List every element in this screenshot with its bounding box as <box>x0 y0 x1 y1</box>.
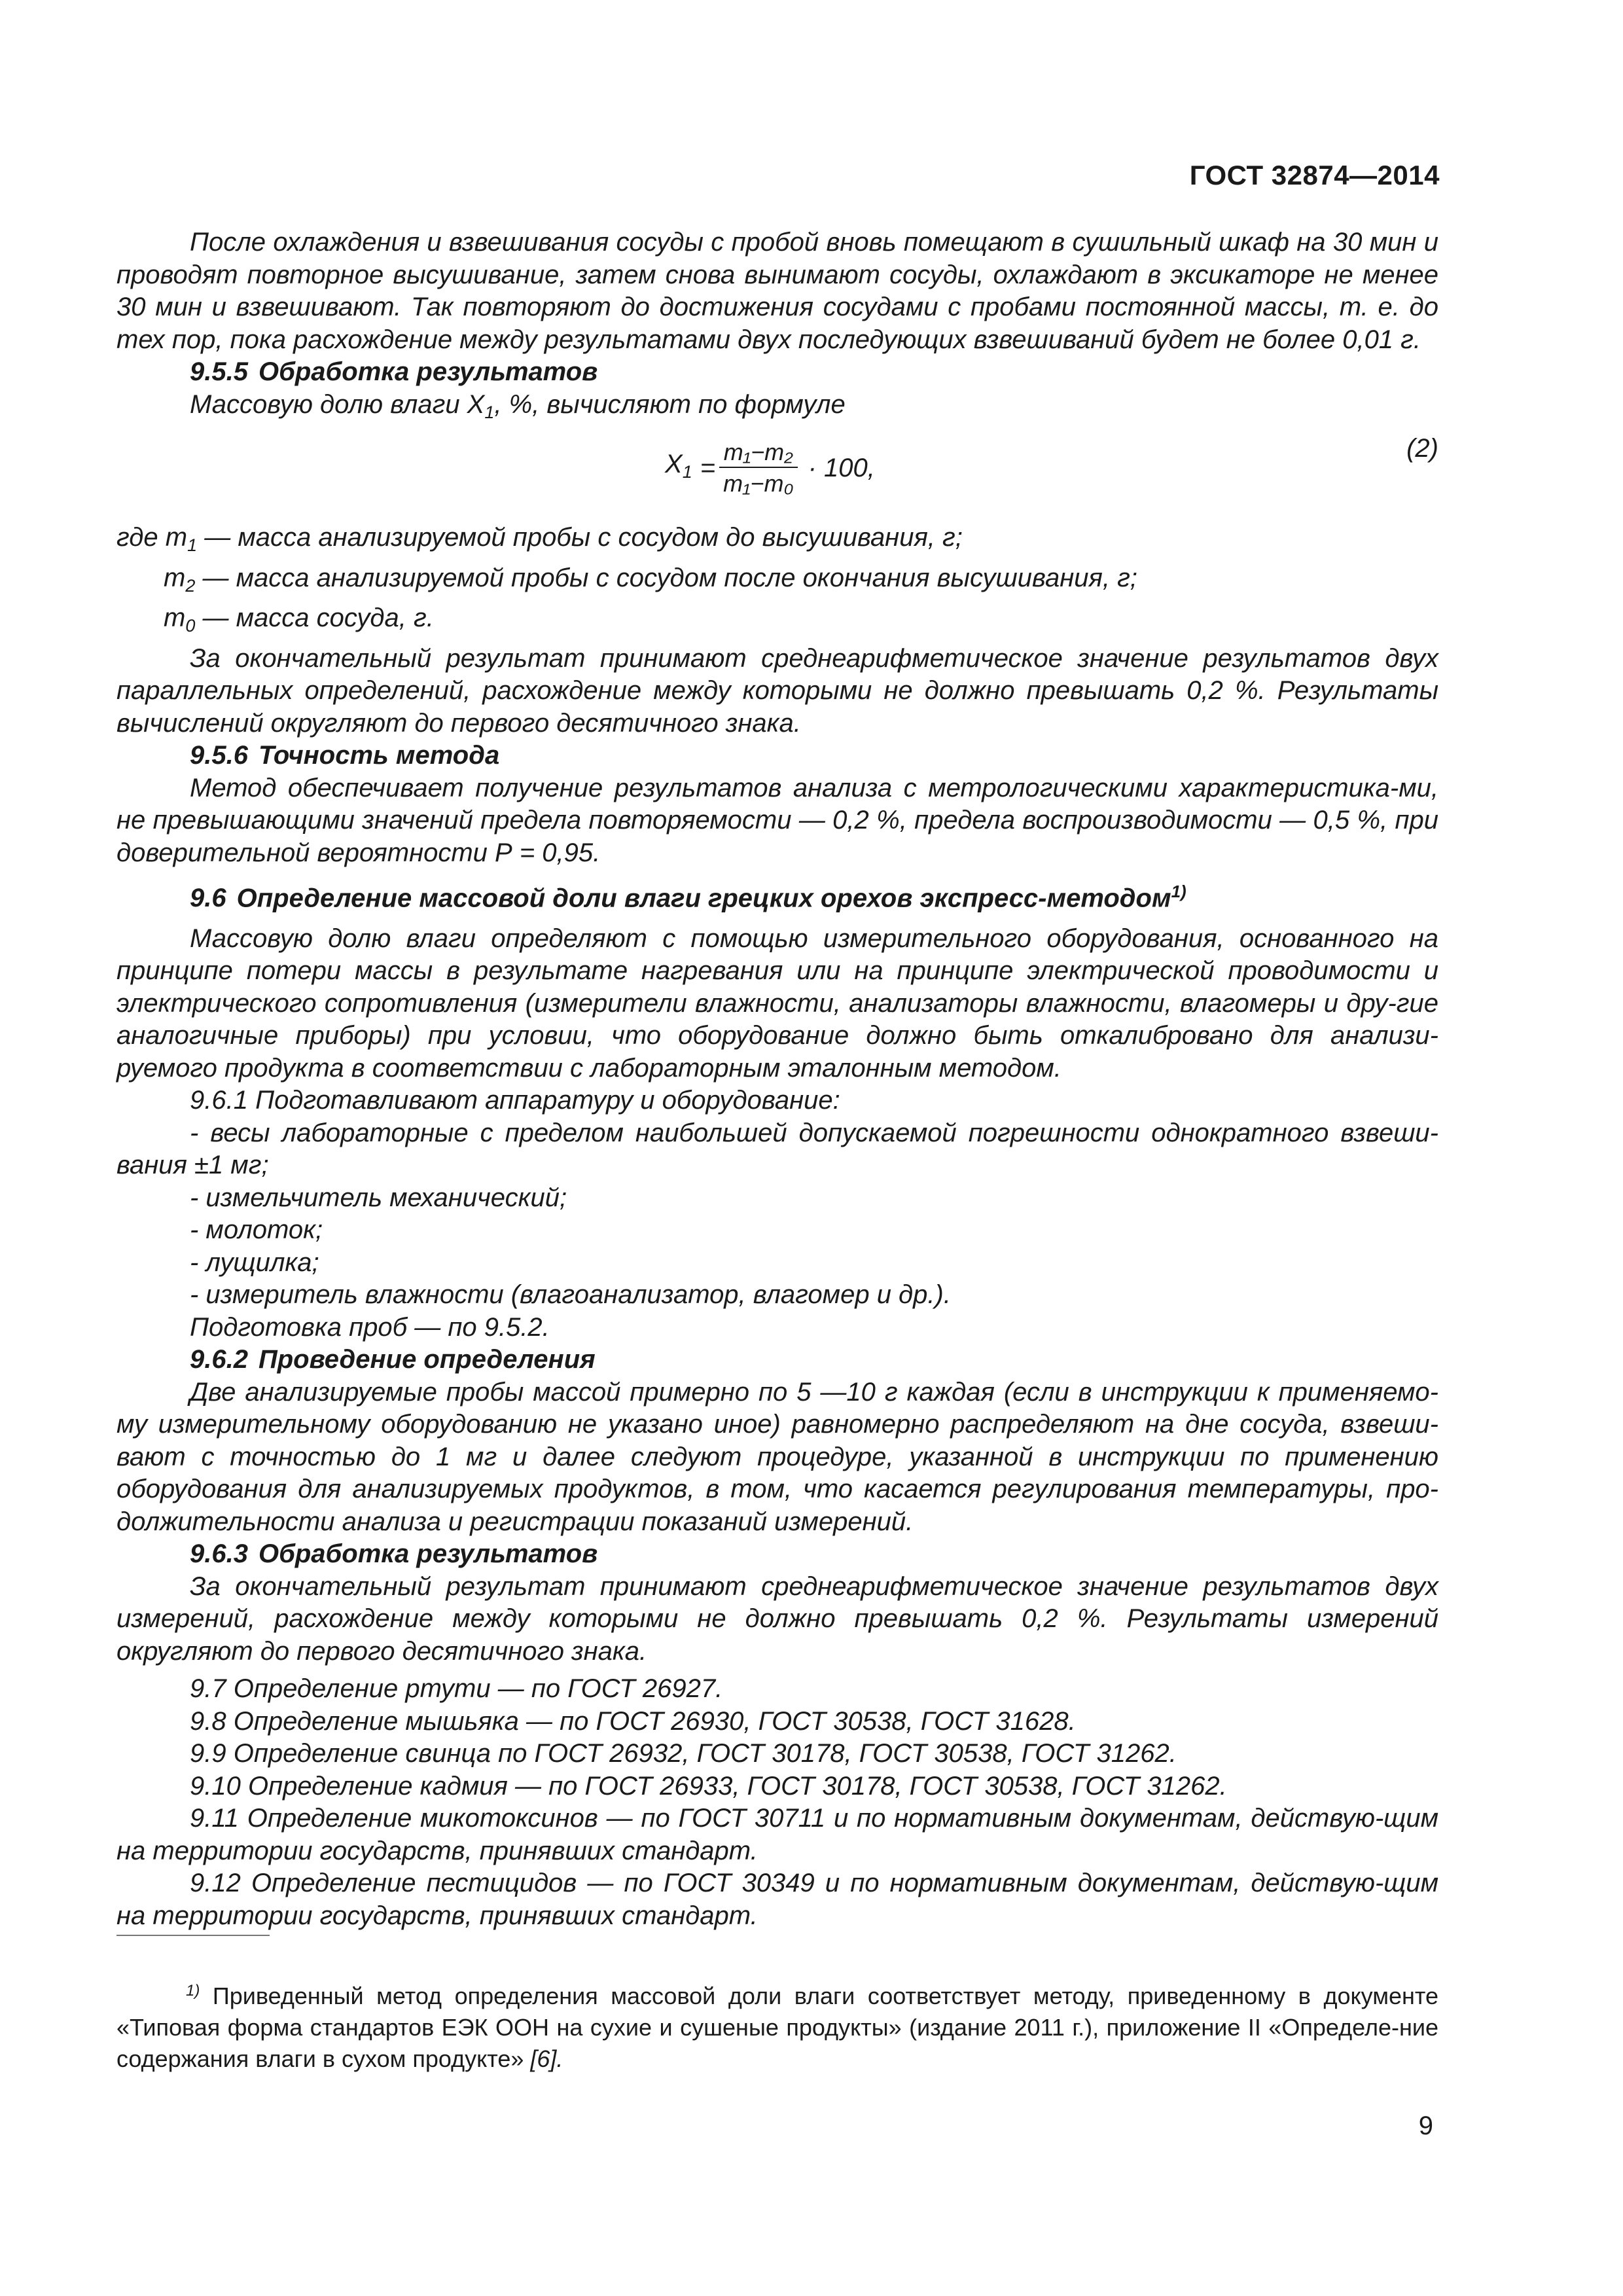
formula-lhs <box>665 448 692 489</box>
section-heading-9-5-6 <box>116 740 1438 772</box>
paragraph-accuracy: Метод обеспечивает получение результатов анализа с метрологическими характеристика-ми, не превышающими значений предела повторяемости — 0,2 %, предела воспроизводимости — 0,5 %, при доверительной вероятности Р = 0,95. <box>116 773 1438 867</box>
where-item <box>116 602 1438 643</box>
section-title: Обработка результатов <box>258 357 598 386</box>
where-subscript: 2 <box>185 575 196 596</box>
footnote-text: Приведенный метод определения массовой доли влаги соответствует методу, приведенному в документе «Типовая форма стандартов ЕЭК ООН на сухие и сушеные продукты» (издание 2011 г.), приложение II «Определе-ние содержания влаги в сухом продукте» <box>116 1982 1438 2072</box>
footnote-citation: [6]. <box>530 2045 563 2072</box>
section-number: 9.6.3 <box>190 1539 248 1569</box>
page-number: 9 <box>1418 2111 1433 2140</box>
footnote-reference: 1) <box>1171 882 1186 901</box>
paragraph-9-6-1: 9.6.1 Подготавливают аппаратуру и оборудование: <box>190 1086 840 1115</box>
paragraph-sample-prep: Подготовка проб — по 9.5.2. <box>190 1312 550 1342</box>
where-item <box>116 562 1438 603</box>
formula-intro-subscript: 1 <box>484 402 495 422</box>
section-number: 9.6.2 <box>190 1345 248 1374</box>
where-symbol: m <box>164 563 186 592</box>
formula-fraction <box>719 438 798 499</box>
footnote <box>116 1975 1438 2075</box>
list-item: - измельчитель механический; <box>190 1183 567 1212</box>
paragraph-9-11: 9.11 Определение микотоксинов — по ГОСТ 30711 и по нормативным документам, действую-щим на территории государств, принявших стандарт. <box>116 1804 1438 1865</box>
section-heading-9-6 <box>116 876 1438 915</box>
formula-intro <box>116 389 1438 429</box>
section-number: 9.6 <box>190 884 226 913</box>
paragraph-9-7: 9.7 Определение ртути — по ГОСТ 26927. <box>190 1674 723 1704</box>
where-subscript: 0 <box>185 616 196 636</box>
paragraph-9-9: 9.9 Определение свинца по ГОСТ 26932, ГОСТ 30178, ГОСТ 30538, ГОСТ 31262. <box>190 1739 1177 1768</box>
formula-tail: · 100, <box>808 454 875 483</box>
section-heading-9-5-5 <box>116 356 1438 389</box>
list-item: - весы лабораторные с пределом наибольшей допускаемой погрешности однократного взвеши-вания ±1 мг; <box>116 1118 1438 1180</box>
formula-intro-text-end: , %, вычисляют по формуле <box>494 389 846 419</box>
where-text: — масса сосуда, г. <box>195 603 434 632</box>
formula-equals: = <box>700 454 716 483</box>
section-number: 9.5.6 <box>190 741 248 770</box>
list-item: - лущилка; <box>190 1247 319 1277</box>
paragraph-9-6-2: Две анализируемые пробы массой примерно по 5 —10 г каждая (если в инструкции к применяемо-му измерительному оборудованию не указано иное) равномерно распределяют на дне сосуда, взвеши-вают с точностью до 1 мг и далее следуют процедуре, указанной в инструкции по применению оборудования для анализируемых продуктов, в том, что касается регулирования температуры, про-должительности анализа и регистрации показаний измерений. <box>116 1377 1438 1536</box>
paragraph-9-8: 9.8 Определение мышьяка — по ГОСТ 26930, ГОСТ 30538, ГОСТ 31628. <box>190 1706 1076 1736</box>
where-text: — масса анализируемой пробы с сосудом до высушивания, г; <box>197 523 963 552</box>
paragraph-final-result: За окончательный результат принимают среднеарифметическое значение результатов двух параллельных определений, расхождение между которыми не должно превышать 0,2 %. Результаты вычислений округляют до первого десятичного знака. <box>116 643 1438 738</box>
equation-number: (2) <box>1406 434 1438 463</box>
formula-intro-text: Массовую долю влаги X <box>190 389 485 419</box>
section-title: Определение массовой доли влаги грецких орехов экспресс-методом <box>236 884 1171 913</box>
footnote-separator <box>116 1935 270 1936</box>
section-number: 9.5.5 <box>190 357 248 386</box>
footnote-mark: 1) <box>186 1982 200 2000</box>
paragraph-drying: После охлаждения и взвешивания сосуды с пробой вновь помещают в сушильный шкаф на 30 мин и проводят повторное высушивание, затем снова вынимают сосуды, охлаждают в эксикаторе не менее 30 мин и взвешивают. Так повторяют до достижения сосудами с пробами постоянной массы, т. е. до тех пор, пока расхождение между результатами двух последующих взвешиваний будет не более 0,01 г. <box>116 228 1438 354</box>
paragraph-9-10: 9.10 Определение кадмия — по ГОСТ 26933, ГОСТ 30178, ГОСТ 30538, ГОСТ 31262. <box>190 1771 1227 1801</box>
paragraph-9-12: 9.12 Определение пестицидов — по ГОСТ 30349 и по нормативным документам, действую-щим на территории государств, принявших стандарт. <box>116 1869 1438 1930</box>
formula-lhs-symbol: X <box>665 450 683 479</box>
where-symbol: m <box>164 603 186 632</box>
section-title: Проведение определения <box>258 1345 596 1374</box>
page-content <box>116 226 1438 1932</box>
formula-denominator: m₁−m₀ <box>723 470 794 497</box>
paragraph-express-method: Массовую долю влаги определяют с помощью измерительного оборудования, основанного на принципе потери массы в результате нагревания или на принципе электрической проводимости и электрического сопротивления (измерители влажности, анализаторы влажности, влагомеры и дру-гие аналогичные приборы) при условии, что оборудование должно быть откалибровано для анализи-руемого продукта в соответствии с лабораторным эталонным методом. <box>116 924 1438 1083</box>
section-heading-9-6-2 <box>116 1344 1438 1376</box>
formula <box>665 438 875 499</box>
where-item <box>116 522 1438 562</box>
list-item: - измеритель влажности (влагоанализатор, влагомер и др.). <box>190 1280 951 1310</box>
section-heading-9-6-3 <box>116 1538 1438 1571</box>
section-title: Точность метода <box>258 741 500 770</box>
formula-numerator: m₁−m₂ <box>723 439 793 465</box>
list-item: - молоток; <box>190 1215 323 1245</box>
section-title: Обработка результатов <box>258 1539 598 1569</box>
where-text: — масса анализируемой пробы с сосудом после окончания высушивания, г; <box>195 563 1137 592</box>
paragraph-9-6-3: За окончательный результат принимают среднеарифметическое значение результатов двух измерений, расхождение между которыми не должно превышать 0,2 %. Результаты измерений округляют до первого десятичного знака. <box>116 1571 1438 1666</box>
where-prefix: где m <box>116 523 188 552</box>
formula-lhs-subscript: 1 <box>682 462 692 482</box>
formula-block <box>116 433 1438 519</box>
document-header: ГОСТ 32874—2014 <box>1189 160 1440 190</box>
where-subscript: 1 <box>187 535 198 555</box>
